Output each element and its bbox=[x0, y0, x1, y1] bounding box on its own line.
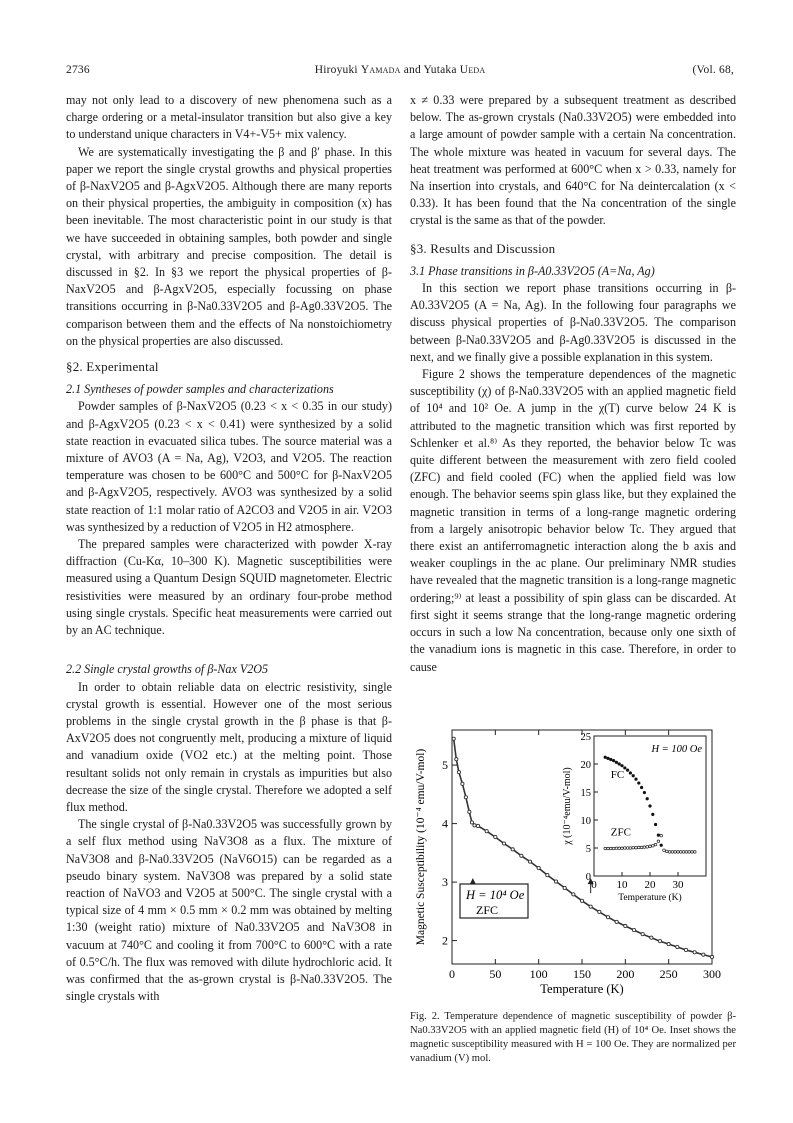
paragraph: Figure 2 shows the temperature dependences of the magnetic susceptibility (χ) of β-Na0.33V2O5 with an applied magnetic field of 10⁴ and 10² Oe. A jump in the χ(T) curve below 24 K is attributed to the magnetic transition which was first reported by Schlenker et al.⁸⁾ As they reported, the behavior below Tc was quite different between the measurement with zero field cooled (ZFC) and field cooled (FC) when the applied field was low enough. The behavior seems spin glass like, but they explained the magnetic transition in terms of a long-range magnetic ordering from a largely anisotropic behavior below Tc. They argued that there exist an antiferromagnetic interaction along the b axis and weaker couplings in the ac plane. Our preliminary NMR studies have revealed that the magnetic transition is a long-range magnetic ordering;⁹⁾ at least a possibility of spin glass can be discarded. At first sight it seems strange that the long-range magnetic ordering occurs in such a low Na concentration, because only one sixth of the vanadium ions is magnetic in this case. Therefore, in order to cause bbox=[410, 367, 736, 674]
inset-fc-point bbox=[651, 813, 654, 816]
inset-y-tick-label: 15 bbox=[580, 788, 591, 799]
inset-y-axis-label: χ (10⁻⁴emu/V-mol) bbox=[562, 767, 573, 845]
inset-fc-point bbox=[634, 778, 637, 781]
inset-zfc-point bbox=[691, 851, 694, 854]
inset-zfc-point bbox=[621, 847, 624, 850]
data-point bbox=[615, 920, 618, 923]
y-axis-label: Magnetic Susceptibility (10⁻⁴ emu/V-mol) bbox=[415, 748, 427, 946]
data-point bbox=[676, 945, 679, 948]
inset-y-tick-label: 25 bbox=[580, 732, 591, 743]
x-tick-label: 100 bbox=[529, 967, 548, 981]
inset-fc-point bbox=[612, 759, 615, 762]
inset-zfc-point bbox=[607, 847, 610, 850]
data-point bbox=[511, 848, 514, 851]
x-tick-label: 50 bbox=[489, 967, 502, 981]
data-point bbox=[452, 737, 455, 740]
inset-y-tick-label: 10 bbox=[580, 816, 591, 827]
volume-label: (Vol. 68, bbox=[692, 64, 734, 76]
left-column bbox=[66, 92, 392, 1005]
data-point bbox=[473, 824, 476, 827]
inset-field-label: H = 100 Oe bbox=[651, 744, 702, 755]
inset-x-axis-label: Temperature (K) bbox=[618, 893, 682, 903]
inset-fc-point bbox=[606, 757, 609, 760]
legend-field: H = 10⁴ Oe bbox=[466, 888, 525, 902]
y-tick-label: 3 bbox=[442, 875, 448, 890]
inset-zfc-point bbox=[694, 851, 697, 854]
section-heading-results: §3. Results and Discussion bbox=[410, 240, 556, 256]
inset-zfc-point bbox=[674, 851, 677, 854]
inset-y-tick-label: 20 bbox=[580, 760, 591, 771]
x-tick-label: 250 bbox=[659, 967, 678, 981]
data-point bbox=[632, 928, 635, 931]
inset-x-tick-label: 20 bbox=[644, 879, 656, 891]
data-point bbox=[684, 948, 687, 951]
inset-x-tick-label: 30 bbox=[672, 879, 684, 891]
inset-zfc-point bbox=[612, 847, 615, 850]
data-point bbox=[580, 899, 583, 902]
inset-fc-label: FC bbox=[610, 769, 625, 781]
subsection-heading-phase-transitions: 3.1 Phase transitions in β-A0.33V2O5 (A=Na, Ag) bbox=[410, 263, 655, 278]
data-point bbox=[464, 796, 467, 799]
paragraph: Powder samples of β-NaxV2O5 (0.23 < x < 0.35 in our study) and β-AgxV2O5 (0.23 < x < 0.41) were synthesized by a solid state reaction in evacuated silica tubes. The source material was a mixture of AVO3 (A = Na, Ag), V2O3, and V2O5. The reaction temperature was chosen to be 600°C and 500°C for β-NaxV2O5 and β-AgxV2O5, respectively. AVO3 was synthesized by a solid state reaction of 1:1 molar ratio of A2CO3 and V2O5 in air. V2O3 was synthesized by a reduction of V2O5 in H2 atmosphere. bbox=[66, 399, 392, 534]
inset-fc-point bbox=[632, 774, 635, 777]
inset-fc-point bbox=[640, 786, 643, 789]
inset-zfc-point bbox=[615, 847, 618, 850]
paragraph: In order to obtain reliable data on electric resistivity, single crystal growth is essential. However one of the most serious problems in the single crystal growth in the β phase is that β-AxV2O5 does not congruently melt, producing a mixture of liquid and vanadium oxide (VO2 etc.) at the melting point. Those resultant solids not only remain in crystals as impurities but also decrease the size of the single crystal. Therefore we adopted a self flux method. bbox=[66, 679, 392, 814]
inset-zfc-point bbox=[677, 851, 680, 854]
inset-zfc-point bbox=[618, 847, 621, 850]
data-point bbox=[589, 905, 592, 908]
inset-zfc-point bbox=[654, 843, 657, 846]
subsection-heading-syntheses: 2.1 Syntheses of powder samples and characterizations bbox=[66, 382, 334, 397]
arrow-head bbox=[470, 878, 476, 884]
x-tick-label: 300 bbox=[703, 967, 721, 981]
paragraph: may not only lead to a discovery of new phenomena such as a charge ordering or a metal-insulator transition but also give a key to understand unique characters in V4+-V5+ mix valency. bbox=[66, 93, 392, 142]
inset-fc-point bbox=[643, 791, 646, 794]
inset-zfc-point bbox=[660, 834, 663, 837]
inset-zfc-point bbox=[646, 846, 649, 849]
x-tick-label: 150 bbox=[573, 967, 591, 981]
inset-zfc-point bbox=[643, 846, 646, 849]
inset-fc-point bbox=[629, 771, 632, 774]
data-point bbox=[520, 854, 523, 857]
inset-zfc-point bbox=[671, 851, 674, 854]
paragraph: The single crystal of β-Na0.33V2O5 was successfully grown by a self flux method using NaV3O8 as a flux. The mixture of NaV3O8 and β-Na0.33V2O5 (NaV6O15) can be regarded as a pseudo binary system. NaV3O8 was prepared by a solid state reaction of NaVO3 and V2O5 at 500°C. The single crystal with a typical size of 4 mm × 0.5 mm × 0.2 mm was obtained by melting 1:30 (weight ratio) mixture of Na0.33V2O5 and NaV3O8 in vacuum at 740°C and cooling it from 700°C to 600°C with a rate of 0.5°C/h. The flux was removed with dilute hydrochloric acid. It was confirmed that the as-grown crystal is β-Na0.33V2O5. The single crystals with bbox=[66, 817, 392, 1004]
inset-zfc-point bbox=[680, 851, 683, 854]
paragraph: The prepared samples were characterized with powder X-ray diffraction (Cu-Kα, 10–300 K). Magnetic susceptibilities were measured using a Quantum Design SQUID magnetometer. Electric resistivities were measured by an ordinary four-probe method using single crystals. Specific heat measurements were carried out by an AC technique. bbox=[66, 537, 392, 638]
inset-zfc-point bbox=[649, 845, 652, 848]
data-point bbox=[693, 951, 696, 954]
inset-zfc-point bbox=[652, 844, 655, 847]
inset-zfc-point bbox=[666, 850, 669, 853]
inset-fc-point bbox=[618, 762, 621, 765]
y-tick-label: 4 bbox=[442, 816, 448, 831]
y-tick-label: 5 bbox=[442, 758, 448, 773]
subsection-heading-crystal-growth: 2.2 Single crystal growths of β-Nax V2O5 bbox=[66, 662, 269, 677]
inset-zfc-point bbox=[638, 846, 641, 849]
data-point bbox=[546, 873, 549, 876]
data-point bbox=[470, 821, 473, 824]
figure-2 bbox=[410, 724, 736, 1006]
inset-zfc-point bbox=[624, 847, 627, 850]
inset-zfc-point bbox=[688, 851, 691, 854]
data-point bbox=[554, 880, 557, 883]
data-point bbox=[468, 810, 471, 813]
inset-fc-point bbox=[626, 769, 629, 772]
x-tick-label: 0 bbox=[449, 967, 455, 981]
data-point bbox=[485, 830, 488, 833]
inset-fc-point bbox=[615, 761, 618, 764]
data-point bbox=[537, 866, 540, 869]
figure-caption: Fig. 2. Temperature dependence of magnetic susceptibility of powder β-Na0.33V2O5 with an applied magnetic field (H) of 10⁴ Oe. Inset shows the magnetic susceptibility measured with H = 100 Oe. They are normalized per vanadium (V) mol. bbox=[410, 1011, 736, 1064]
data-point bbox=[457, 771, 460, 774]
data-point bbox=[572, 893, 575, 896]
inset-fc-point bbox=[609, 758, 612, 761]
data-point bbox=[702, 953, 705, 956]
x-axis-label: Temperature (K) bbox=[540, 982, 624, 996]
inset-fc-point bbox=[648, 804, 651, 807]
data-point bbox=[650, 936, 653, 939]
susceptibility-chart bbox=[410, 724, 736, 1006]
inset-y-tick-label: 5 bbox=[585, 844, 591, 855]
data-point bbox=[606, 916, 609, 919]
paragraph: We are systematically investigating the β and β′ phase. In this paper we report the single crystal growths and physical properties of β-NaxV2O5 and β-AgxV2O5. Although there are many reports on their physical properties, the ambiguity in composition (x) has been inevitable. The most characteristic point in our study is that we have succeeded in obtaining samples, both powder and single crystal, with arbitrary and precise composition. The detail is discussed in §2. In §3 we report the physical properties of β-NaxV2O5 and β-AgxV2O5, especially focussing on phase transitions occurring in β-Na0.33V2O5 and β-Ag0.33V2O5. The comparison between them and the effects of Na nonstoichiometry on the physical properties are also discussed. bbox=[66, 144, 392, 348]
inset-zfc-point bbox=[663, 849, 666, 852]
inset-fc-point bbox=[654, 823, 657, 826]
data-point bbox=[528, 860, 531, 863]
data-point bbox=[667, 943, 670, 946]
inset-zfc-point bbox=[668, 851, 671, 854]
inset-fc-point bbox=[637, 781, 640, 784]
inset-zfc-point bbox=[682, 851, 685, 854]
inset-zfc-point bbox=[640, 846, 643, 849]
page-number: 2736 bbox=[66, 64, 90, 76]
legend-mode: ZFC bbox=[476, 903, 499, 917]
data-point bbox=[563, 886, 566, 889]
inset-x-tick-label: 10 bbox=[616, 879, 628, 891]
inset-fc-point bbox=[657, 834, 660, 837]
inset-zfc-label: ZFC bbox=[610, 826, 631, 839]
inset-zfc-point bbox=[610, 847, 613, 850]
data-point bbox=[710, 955, 713, 958]
inset-fc-point bbox=[620, 764, 623, 767]
inset-fc-point bbox=[646, 797, 649, 800]
inset-fc-point bbox=[660, 844, 663, 847]
running-authors: Hiroyuki Yamada and Yutaka Ueda bbox=[314, 64, 486, 76]
inset-fc-point bbox=[604, 756, 607, 759]
data-point bbox=[658, 940, 661, 943]
paragraph: x ≠ 0.33 were prepared by a subsequent treatment as described below. The as-grown crystals (Na0.33V2O5) were embedded into a large amount of powder sample with a certain Na concentration. The whole mixture was heated in vacuum for several days. The heat treatment was performed at 600°C when x > 0.33, namely for Na insertion into crystals, and 640°C for Na deintercalation (x < 0.33). It has been found that the Na concentration of the single crystal is the same as that of the powder. bbox=[410, 93, 736, 228]
paragraph: In this section we report phase transitions occurring in β-A0.33V2O5 (A = Na, Ag). In the following four paragraphs we discuss physical properties of β-Na0.33V2O5. The comparison between β-Na0.33V2O5 and β-Ag0.33V2O5 is discussed in the next, and we finally give a possible explanation in this system. bbox=[410, 281, 736, 364]
inset-x-tick-label: 0 bbox=[591, 879, 597, 891]
inset-y-tick-label: 0 bbox=[585, 872, 591, 883]
inset-zfc-point bbox=[626, 847, 629, 850]
data-point bbox=[598, 910, 601, 913]
inset-zfc-point bbox=[657, 840, 660, 843]
data-point bbox=[494, 835, 497, 838]
data-point bbox=[641, 933, 644, 936]
right-column bbox=[410, 92, 736, 676]
data-point bbox=[455, 758, 458, 761]
y-tick-label: 2 bbox=[442, 933, 448, 948]
inset-zfc-point bbox=[604, 847, 607, 850]
x-tick-label: 200 bbox=[616, 967, 635, 981]
inset-zfc-point bbox=[632, 846, 635, 849]
data-point bbox=[476, 824, 479, 827]
data-point bbox=[461, 782, 464, 785]
data-point bbox=[502, 842, 505, 845]
inset-zfc-point bbox=[629, 847, 632, 850]
running-header bbox=[66, 64, 734, 80]
section-heading-experimental: §2. Experimental bbox=[66, 359, 159, 375]
inset-zfc-point bbox=[635, 846, 638, 849]
data-point bbox=[624, 924, 627, 927]
inset-zfc-point bbox=[685, 851, 688, 854]
